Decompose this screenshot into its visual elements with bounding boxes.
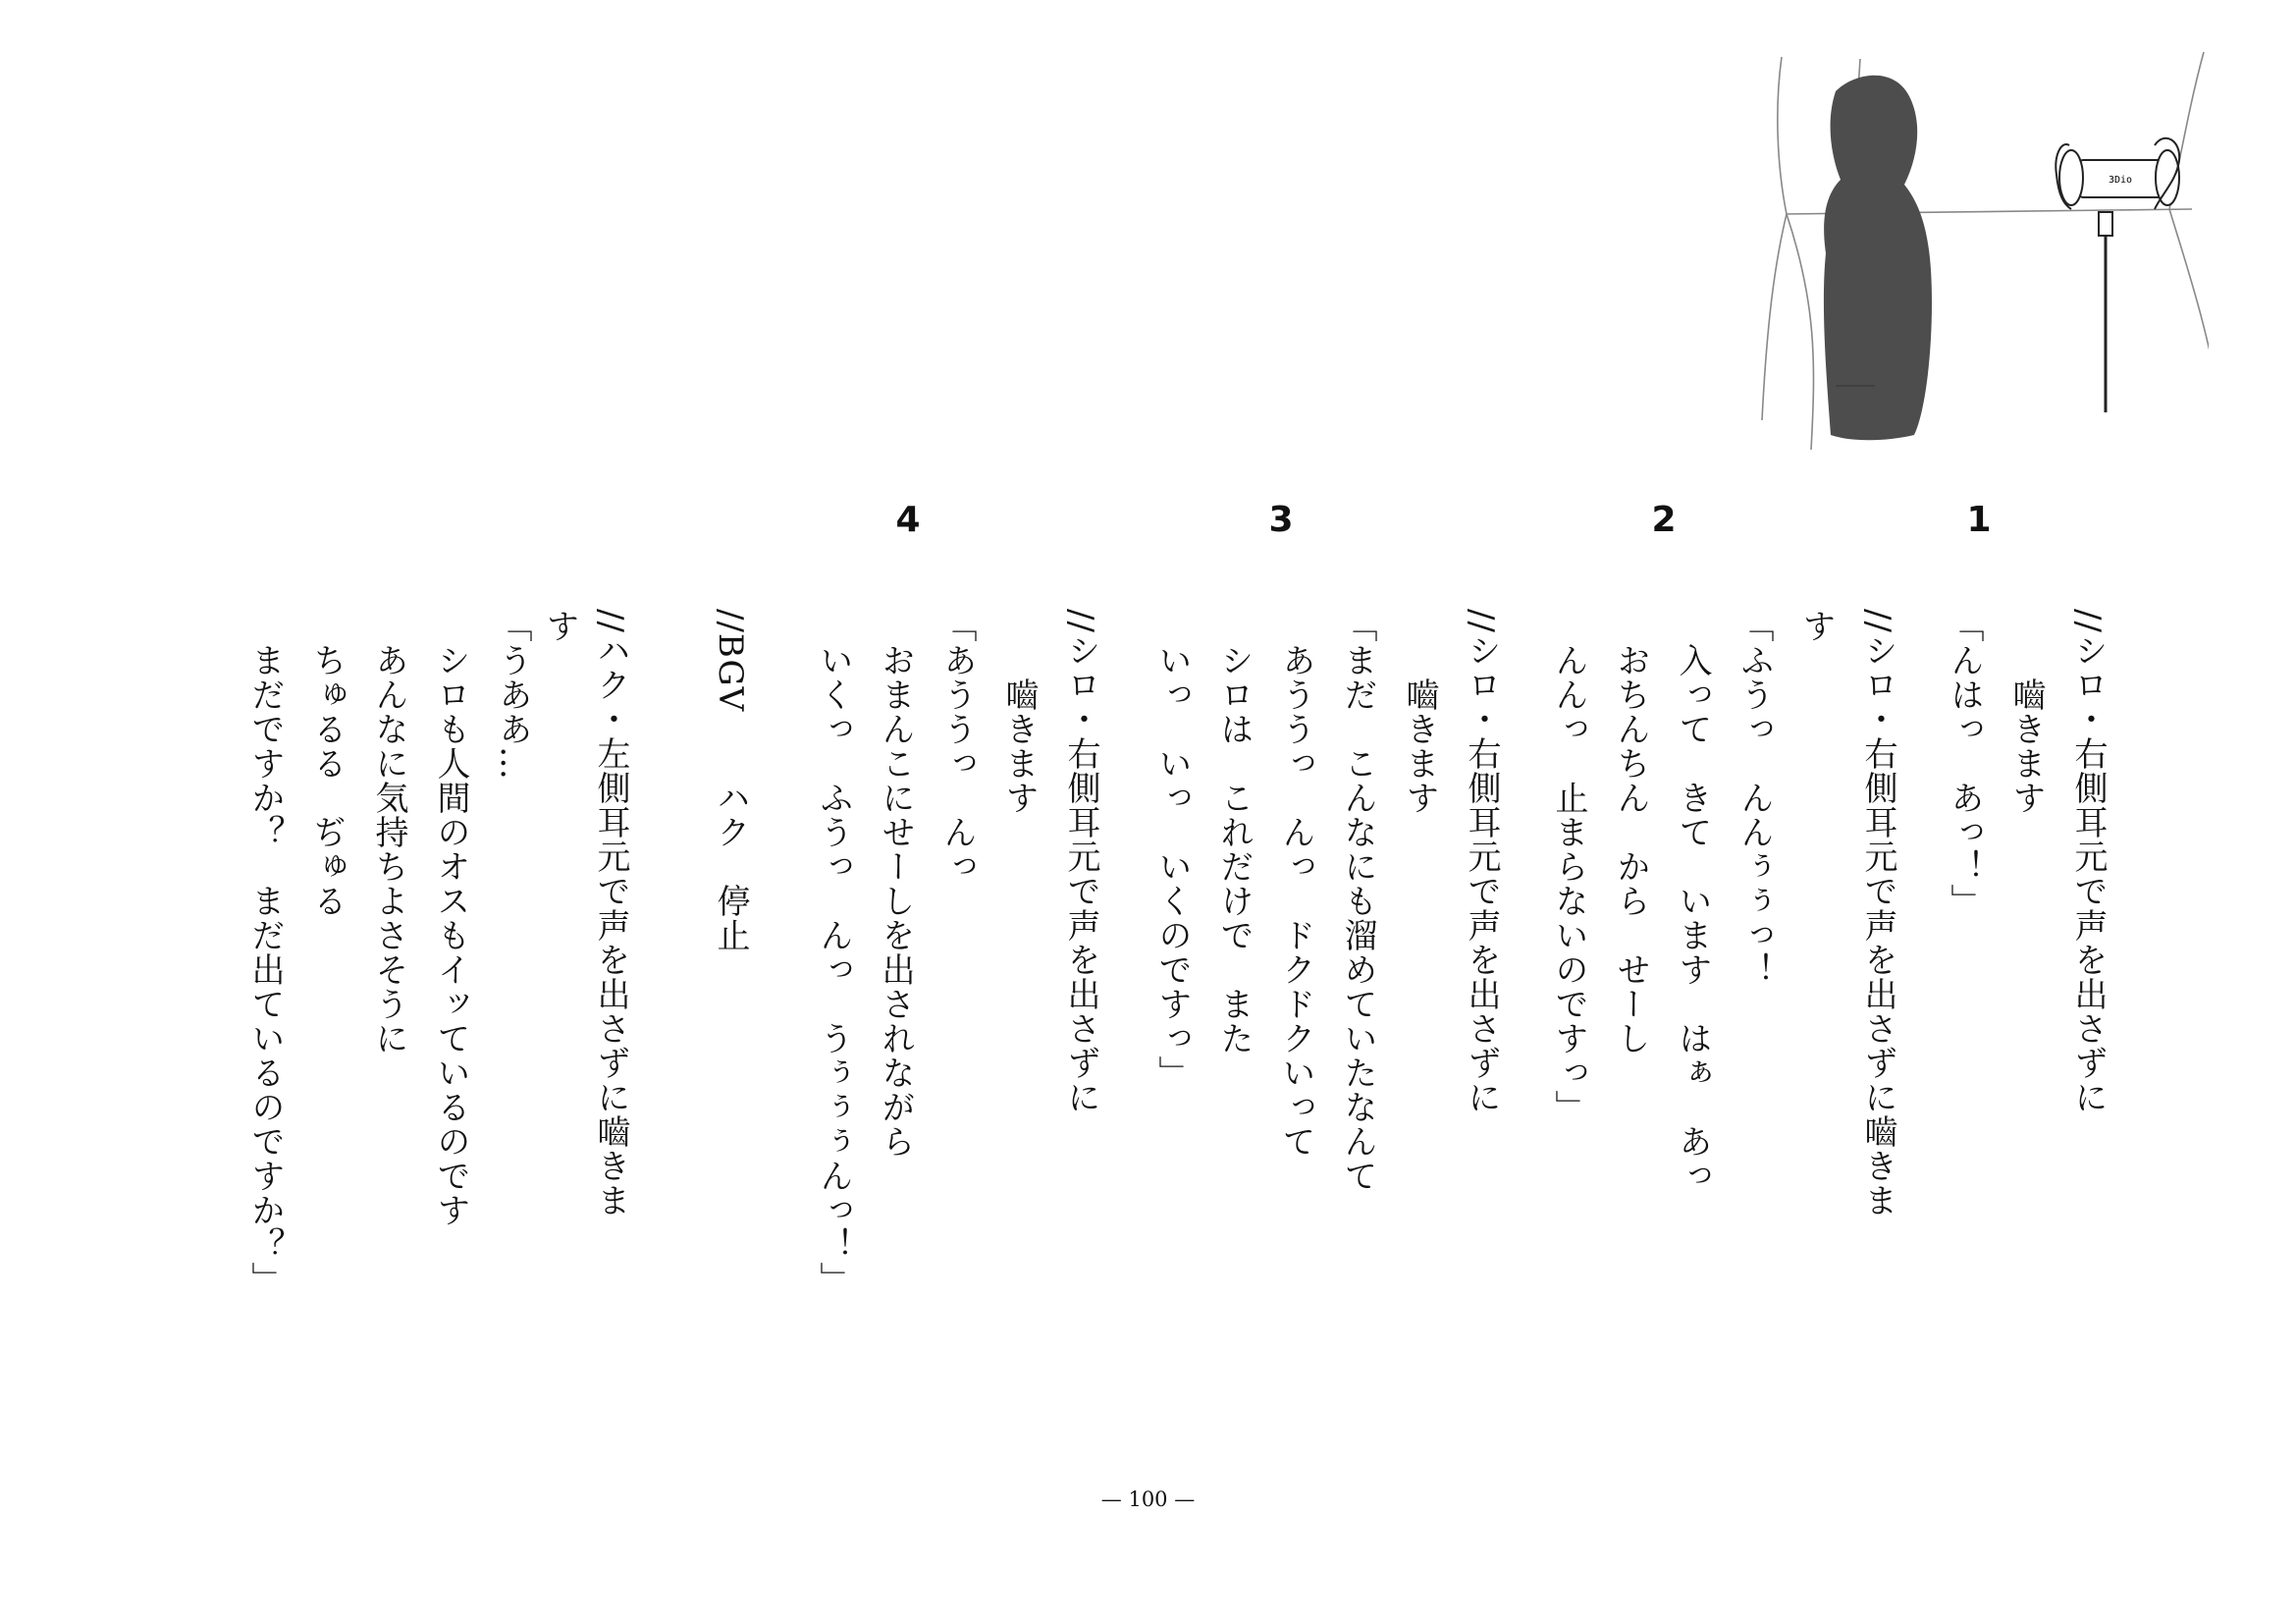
script-line: シロも人間のオスもイッているのです [431,609,470,1227]
script-line: //ハク・左側耳元で声を出さずに嚙きま [591,609,630,1218]
section-number-4: 4 [895,500,921,540]
script-line: す [540,609,579,643]
script-line: 入って きて います はぁ あっ [1673,609,1712,1193]
script-line: シロは これだけで また [1214,609,1254,1056]
script-line: ちゅるる ぢゅる [307,609,347,918]
script-line: す [1796,609,1836,643]
script-line: //BGV ハク 停止 [711,609,750,953]
mic-label: 3Dio [2108,175,2133,186]
script-line: 「あううっ んっ [937,609,977,884]
script-line: まだですか？ まだ出ているのですか？」 [245,609,285,1296]
script-line: //シロ・右側耳元で声を出さずに [1462,609,1501,1114]
page-number: — 100 — [1100,1488,1196,1511]
script-line: おまんこにせーしを出されながら [876,609,915,1159]
script-line: //シロ・右側耳元で声を出さずに [2068,609,2108,1114]
section-number-2: 2 [1651,500,1677,540]
script-line: 「うああ… [493,609,532,781]
section-number-1: 1 [1966,500,1992,540]
script-line: //シロ・右側耳元で声を出さずに [1061,609,1100,1114]
script-line: いくっ ふうっ んっ うぅぅぅんっ！」 [814,609,853,1296]
script-line: 嚙きます [2006,609,2046,815]
script-line: 嚙きます [999,609,1039,815]
script-line: 嚙きます [1400,609,1439,815]
section-number-3: 3 [1268,500,1294,540]
script-line: あんなに気持ちよさそうに [369,609,408,1056]
script-line: 「ふうっ んんぅぅっ！ [1735,609,1774,987]
recording-illustration [1757,47,2209,450]
binaural-mic [2056,138,2179,412]
script-line: んんっ 止まらないのですっ」 [1549,609,1588,1124]
script-line: いっ いっ いくのですっ」 [1152,609,1192,1090]
script-line: おちんちん から せーし [1611,609,1650,1056]
script-line: あううっ んっ ドクドクいって [1276,609,1315,1159]
script-line: 「まだ こんなにも溜めていたなんて [1338,609,1377,1193]
script-line: 「んはっ あっ！」 [1945,609,1984,918]
script-line: //シロ・右側耳元で声を出さずに嚙きま [1858,609,1897,1218]
